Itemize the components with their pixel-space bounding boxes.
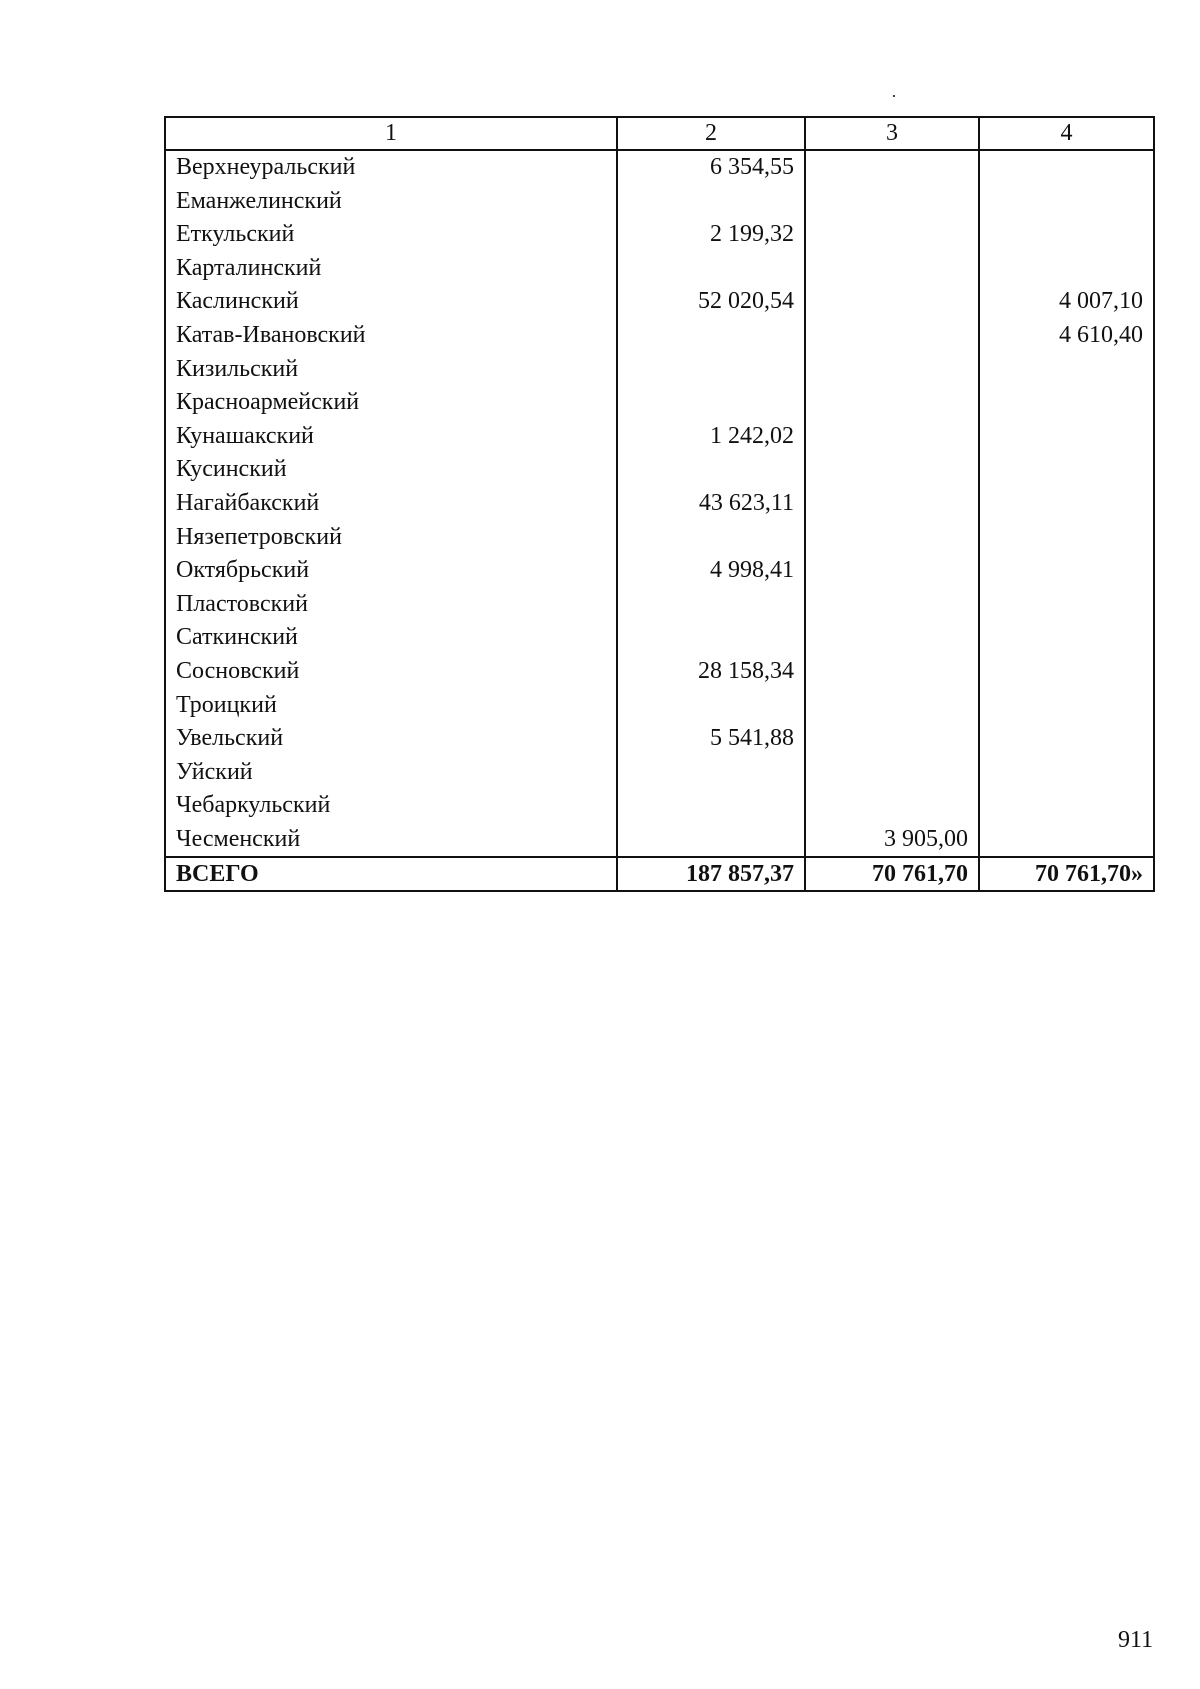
table-row [165, 554, 1154, 588]
table-row [165, 756, 1154, 790]
value-cell-col4 [979, 218, 1154, 252]
value-cell-col4 [979, 353, 1154, 387]
value-cell-col4 [979, 554, 1154, 588]
district-name-cell: Нязепетровский [165, 521, 617, 555]
value-cell-col3: 3 905,00 [805, 823, 979, 858]
value-cell-col4 [979, 453, 1154, 487]
value-cell-col2 [617, 453, 805, 487]
value-cell-col2: 1 242,02 [617, 420, 805, 454]
district-name-cell: Кунашакский [165, 420, 617, 454]
value-cell-col2: 4 998,41 [617, 554, 805, 588]
value-cell-col3 [805, 453, 979, 487]
table-row [165, 252, 1154, 286]
value-cell-col3 [805, 353, 979, 387]
value-cell-col4 [979, 689, 1154, 723]
scan-speck [893, 95, 895, 97]
district-name-cell: Еманжелинский [165, 185, 617, 219]
value-cell-col2: 6 354,55 [617, 150, 805, 185]
value-cell-col2 [617, 185, 805, 219]
table-row [165, 285, 1154, 319]
value-cell-col2 [617, 252, 805, 286]
table-row [165, 185, 1154, 219]
district-name-cell: Нагайбакский [165, 487, 617, 521]
value-cell-col4 [979, 789, 1154, 823]
value-cell-col2 [617, 621, 805, 655]
table-row [165, 689, 1154, 723]
value-cell-col3 [805, 722, 979, 756]
column-header: 2 [617, 117, 805, 150]
table-body [165, 150, 1154, 891]
table-row [165, 823, 1154, 858]
value-cell-col4 [979, 823, 1154, 858]
value-cell-col2: 5 541,88 [617, 722, 805, 756]
value-cell-col3 [805, 588, 979, 622]
table-row [165, 218, 1154, 252]
table-row [165, 487, 1154, 521]
value-cell-col2 [617, 319, 805, 353]
district-name-cell: Еткульский [165, 218, 617, 252]
value-cell-col3 [805, 285, 979, 319]
value-cell-col4 [979, 655, 1154, 689]
value-cell-col3 [805, 386, 979, 420]
value-cell-col3: 70 761,70 [805, 857, 979, 891]
district-name-cell: Чесменский [165, 823, 617, 858]
header-row [165, 117, 1154, 150]
table-row [165, 420, 1154, 454]
district-name-cell: ВСЕГО [165, 857, 617, 891]
value-cell-col2 [617, 789, 805, 823]
table-row [165, 789, 1154, 823]
table-row [165, 722, 1154, 756]
total-row [165, 857, 1154, 891]
value-cell-col4 [979, 150, 1154, 185]
value-cell-col3 [805, 689, 979, 723]
district-name-cell: Верхнеуральский [165, 150, 617, 185]
district-name-cell: Сосновский [165, 655, 617, 689]
district-name-cell: Троицкий [165, 689, 617, 723]
table-row [165, 453, 1154, 487]
district-name-cell: Каслинский [165, 285, 617, 319]
value-cell-col2: 28 158,34 [617, 655, 805, 689]
value-cell-col2: 2 199,32 [617, 218, 805, 252]
value-cell-col4: 70 761,70» [979, 857, 1154, 891]
district-name-cell: Пластовский [165, 588, 617, 622]
value-cell-col4: 4 610,40 [979, 319, 1154, 353]
page-number: 911 [1118, 1627, 1154, 1653]
value-cell-col2 [617, 353, 805, 387]
value-cell-col3 [805, 185, 979, 219]
value-cell-col4 [979, 588, 1154, 622]
value-cell-col2 [617, 756, 805, 790]
value-cell-col2 [617, 521, 805, 555]
district-name-cell: Красноармейский [165, 386, 617, 420]
table-row [165, 353, 1154, 387]
table-row [165, 621, 1154, 655]
value-cell-col3 [805, 252, 979, 286]
value-cell-col2 [617, 588, 805, 622]
value-cell-col4 [979, 487, 1154, 521]
value-cell-col3 [805, 554, 979, 588]
district-name-cell: Чебаркульский [165, 789, 617, 823]
table-row [165, 655, 1154, 689]
column-header: 1 [165, 117, 617, 150]
value-cell-col3 [805, 319, 979, 353]
value-cell-col2 [617, 823, 805, 858]
value-cell-col4 [979, 621, 1154, 655]
value-cell-col4 [979, 252, 1154, 286]
value-cell-col3 [805, 218, 979, 252]
value-cell-col2: 43 623,11 [617, 487, 805, 521]
district-name-cell: Уйский [165, 756, 617, 790]
table-row [165, 588, 1154, 622]
column-header: 4 [979, 117, 1154, 150]
district-name-cell: Кусинский [165, 453, 617, 487]
value-cell-col4: 4 007,10 [979, 285, 1154, 319]
value-cell-col3 [805, 420, 979, 454]
value-cell-col4 [979, 722, 1154, 756]
value-cell-col3 [805, 655, 979, 689]
value-cell-col3 [805, 756, 979, 790]
district-name-cell: Увельский [165, 722, 617, 756]
value-cell-col3 [805, 150, 979, 185]
value-cell-col4 [979, 521, 1154, 555]
value-cell-col4 [979, 185, 1154, 219]
value-cell-col2 [617, 689, 805, 723]
value-cell-col2: 187 857,37 [617, 857, 805, 891]
value-cell-col2 [617, 386, 805, 420]
value-cell-col2: 52 020,54 [617, 285, 805, 319]
district-name-cell: Карталинский [165, 252, 617, 286]
table-row [165, 386, 1154, 420]
table-row [165, 521, 1154, 555]
value-cell-col4 [979, 386, 1154, 420]
value-cell-col3 [805, 789, 979, 823]
district-name-cell: Катав-Ивановский [165, 319, 617, 353]
district-name-cell: Саткинский [165, 621, 617, 655]
column-header: 3 [805, 117, 979, 150]
data-table [164, 116, 1155, 892]
district-name-cell: Октябрьский [165, 554, 617, 588]
value-cell-col4 [979, 420, 1154, 454]
value-cell-col3 [805, 487, 979, 521]
table-row [165, 319, 1154, 353]
value-cell-col3 [805, 621, 979, 655]
value-cell-col3 [805, 521, 979, 555]
value-cell-col4 [979, 756, 1154, 790]
district-name-cell: Кизильский [165, 353, 617, 387]
table-row [165, 150, 1154, 185]
